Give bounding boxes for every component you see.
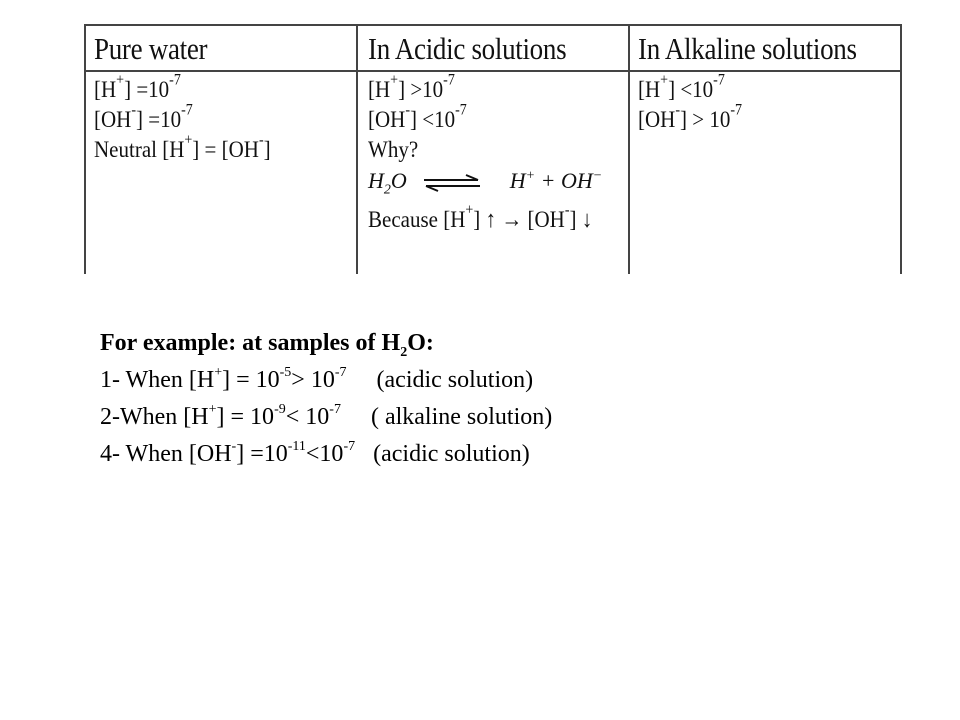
table-col-divider-2 [628, 24, 630, 274]
pure-water-cell [94, 72, 271, 168]
pure-water-h-line: $[H^+] =10^{-7}$ [94, 72, 181, 103]
table-border-right [900, 24, 902, 274]
table-col-divider-1 [356, 24, 358, 274]
header-alkaline: In Alkaline solutions [638, 32, 857, 66]
equilibrium-arrow-icon [422, 173, 482, 193]
header-pure-water: Pure water [94, 32, 208, 66]
acidic-because-line: Because [H+] ↑ → [OH-] ↓ [368, 202, 593, 233]
table-header-divider [84, 70, 902, 72]
acidic-h-line: $[H^+] >10^{-7}$ [368, 72, 455, 103]
alkaline-h-line: $[H^+] <10^{-7}$ [638, 72, 725, 103]
table-border-left [84, 24, 86, 274]
example-line-1: 1- When $[H^+] = 10^{-5}> 10^{-7}$ (acidic solution) [100, 365, 534, 393]
alkaline-oh-line: $[OH^-] > 10^{-7}$ [638, 102, 743, 133]
acidic-oh-line: $[OH^-] <10^{-7}$ [368, 102, 467, 133]
ion-concentration-table [84, 24, 902, 274]
pure-water-neutral-line: Neutral [H+] = [OH-] [94, 132, 271, 163]
header-acidic: In Acidic solutions [368, 32, 567, 66]
acidic-cell [368, 72, 603, 238]
example-line-3: 4- When $[OH^-] =10^{-11}<10^{-7}$ (acidic solution) [100, 439, 530, 467]
water-dissociation-equation: $H_2O$ H+ + OH− [368, 168, 603, 198]
example-section [100, 325, 900, 473]
table-border-top [84, 24, 902, 26]
example-title: For example: at samples of $H_2O$: [100, 330, 434, 360]
acidic-why-line: Why? [368, 135, 419, 163]
pure-water-oh-line: $[OH^-] =10^{-7}$ [94, 102, 193, 133]
example-line-2: 2-When $[H^+] = 10^{-9}< 10^{-7}$ ( alkaline solution) [100, 402, 553, 430]
alkaline-cell [638, 72, 743, 138]
